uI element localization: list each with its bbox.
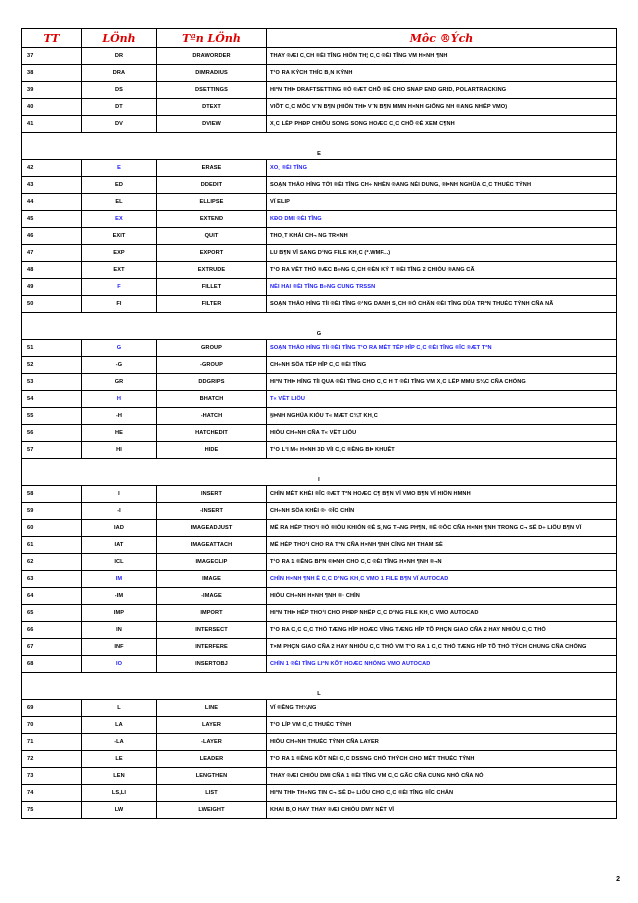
row-full-name: LENGTHEN: [157, 768, 267, 785]
table-row: [22, 588, 617, 605]
row-full-name: -INSERT: [157, 503, 267, 520]
row-full-name: IMAGEATTACH: [157, 537, 267, 554]
row-purpose: T¹O LÍP VΜ C¸C THUÉC TÝNH: [267, 717, 617, 734]
row-full-name: FILTER: [157, 296, 267, 313]
row-full-name: IMAGE: [157, 571, 267, 588]
row-command: IO: [82, 656, 157, 673]
row-number: 48: [22, 262, 82, 279]
row-command: -IM: [82, 588, 157, 605]
row-command: LEN: [82, 768, 157, 785]
table-row: [22, 768, 617, 785]
table-row: [22, 228, 617, 245]
row-full-name: LINE: [157, 700, 267, 717]
table-row: [22, 391, 617, 408]
row-number: 50: [22, 296, 82, 313]
table-row: [22, 554, 617, 571]
table-row: [22, 639, 617, 656]
row-full-name: EXTRUDE: [157, 262, 267, 279]
row-full-name: QUIT: [157, 228, 267, 245]
section-header-row: [22, 673, 617, 700]
section-letter: L: [22, 673, 617, 700]
row-full-name: DIMRADIUS: [157, 65, 267, 82]
row-purpose: X¸C LËP PHÐP CHIÕU SONG SONG HOÆC C¸C CHÕ ®É XEM C¶NH: [267, 116, 617, 133]
row-command: L: [82, 700, 157, 717]
row-command: GR: [82, 374, 157, 391]
row-number: 74: [22, 785, 82, 802]
row-purpose: CHÌN 1 ®ÈI TÎNG LIªN KÕT HOÆC NHÓNG VΜO AUTOCAD: [267, 656, 617, 673]
table-row: [22, 65, 617, 82]
row-number: 42: [22, 160, 82, 177]
row-number: 68: [22, 656, 82, 673]
command-table-page: [21, 28, 616, 819]
row-full-name: EXPORT: [157, 245, 267, 262]
command-table: [21, 28, 617, 819]
row-number: 55: [22, 408, 82, 425]
section-letter: G: [22, 313, 617, 340]
row-number: 66: [22, 622, 82, 639]
row-purpose: HIÖU CH÷NH THUÉC TÝNH CÑA LAYER: [267, 734, 617, 751]
row-number: 46: [22, 228, 82, 245]
row-full-name: INSERTOBJ: [157, 656, 267, 673]
row-full-name: -HATCH: [157, 408, 267, 425]
row-command: DRA: [82, 65, 157, 82]
row-full-name: GROUP: [157, 340, 267, 357]
table-row: [22, 357, 617, 374]
table-body: [22, 48, 617, 819]
row-purpose: T×M PHÇN GIAO CÑA 2 HAY NHIÒU C¸C THÓ VΜ T¹O RA 1 C¸C THÓ TÆNG HÎP TÕ THÓ TÝCH CHUNG CÑA CHÓNG: [267, 639, 617, 656]
table-row: [22, 194, 617, 211]
table-row: [22, 785, 617, 802]
row-purpose: MË HÉP THO¹I CHO RA TªN CÑA H×NH ¶NH CÏNG NH THAM SÈ: [267, 537, 617, 554]
row-command: DS: [82, 82, 157, 99]
row-full-name: -IMAGE: [157, 588, 267, 605]
row-command: ED: [82, 177, 157, 194]
section-header-row: [22, 313, 617, 340]
row-command: DR: [82, 48, 157, 65]
row-purpose: HIÖU CH÷NH CÑA T« VËT LIÖU: [267, 425, 617, 442]
row-purpose: MË RA HÉP THO¹I ®Ó ®IÒU KHIÓN ®É S¸NG T¬NG PH¶N, ®É ®ÔC CÑA H×NH ¶NH TRONG C¬ SË D÷ LIÖU B¶N VÏ: [267, 520, 617, 537]
table-row: [22, 211, 617, 228]
row-purpose: HIªN THÞ HÍNG TÍI QUA ®ÈI TÎNG CHO C¸C H T ®ÈI TÎNG VΜ X¸C LËP MΜU S¾C CÑA CHÓNG: [267, 374, 617, 391]
row-command: EXP: [82, 245, 157, 262]
table-row: [22, 245, 617, 262]
header-purpose: Môc ®Ých: [267, 29, 617, 48]
row-command: EXT: [82, 262, 157, 279]
row-purpose: NÈI HAI ®ÈI TÎNG B»NG CUNG TRSSN: [267, 279, 617, 296]
table-row: [22, 503, 617, 520]
row-full-name: INTERSECT: [157, 622, 267, 639]
row-command: E: [82, 160, 157, 177]
row-purpose: XO¸ ®ÈI TÎNG: [267, 160, 617, 177]
row-number: 41: [22, 116, 82, 133]
row-command: -H: [82, 408, 157, 425]
row-command: IAT: [82, 537, 157, 554]
row-purpose: HIªN THÞ TH«NG TIN C¬ SË D÷ LIÖU CHO C¸C ®ÈI TÎNG ®ÎC CHÄN: [267, 785, 617, 802]
row-number: 49: [22, 279, 82, 296]
row-purpose: SOẠN THẢO HÍNG TỚI ®ÈI TÎNG CH÷ NHÈN ®ANG NÉI DUNG, ®ÞNH NGHÜA C¸C THUÉC TÝNH: [267, 177, 617, 194]
section-header-row: [22, 459, 617, 486]
row-command: LE: [82, 751, 157, 768]
table-row: [22, 279, 617, 296]
table-row: [22, 520, 617, 537]
row-command: HE: [82, 425, 157, 442]
table-row: [22, 605, 617, 622]
row-number: 52: [22, 357, 82, 374]
row-full-name: EXTEND: [157, 211, 267, 228]
row-purpose: T¹O RA VËT THÓ ®ÆC B»NG C¸CH ®ÈN KÝ T ®ÈI TÎNG 2 CHIÒU ®ANG CÃ: [267, 262, 617, 279]
row-number: 39: [22, 82, 82, 99]
row-full-name: -LAYER: [157, 734, 267, 751]
row-full-name: DTEXT: [157, 99, 267, 116]
row-full-name: FILLET: [157, 279, 267, 296]
row-command: F: [82, 279, 157, 296]
row-purpose: T¹O L¹I M« H×NH 3D VÍI C¸C ®ÊNG BÞ KHUÊT: [267, 442, 617, 459]
row-number: 65: [22, 605, 82, 622]
row-purpose: CHÌN MÉT KHÈI ®ÎC ®ÆT TªN HOÆC C¶ B¶N VÏ VΜO B¶N VÏ HIÖN HΜNH: [267, 486, 617, 503]
row-full-name: LWEIGHT: [157, 802, 267, 819]
row-purpose: CHÌN H×NH ¶NH Ë C¸C D¹NG KH¸C VΜO 1 FILE B¶N VÏ AUTOCAD: [267, 571, 617, 588]
row-command: -LA: [82, 734, 157, 751]
row-purpose: VÏ ®ÊNG TH¼NG: [267, 700, 617, 717]
row-number: 44: [22, 194, 82, 211]
row-number: 67: [22, 639, 82, 656]
row-full-name: ELLIPSE: [157, 194, 267, 211]
row-command: LA: [82, 717, 157, 734]
row-number: 45: [22, 211, 82, 228]
row-full-name: -GROUP: [157, 357, 267, 374]
row-purpose: SOẠN THẢO HÍNG TÍI ®ÈI TÎNG ®¹NG DANH S¸CH ®Ó CHÄN ®ÈI TÎNG DÙA TRªN THUÉC TÝNH CÑA NÃ: [267, 296, 617, 313]
row-command: HI: [82, 442, 157, 459]
row-full-name: DDGRIPS: [157, 374, 267, 391]
table-row: [22, 717, 617, 734]
row-command: IMP: [82, 605, 157, 622]
table-row: [22, 571, 617, 588]
table-row: [22, 622, 617, 639]
row-purpose: T¹O RA 1 ®ÊNG BIªN ®ÞNH CHO C¸C ®ÈI TÎNG H×NH ¶NH ®¬N: [267, 554, 617, 571]
row-command: ICL: [82, 554, 157, 571]
row-number: 51: [22, 340, 82, 357]
row-purpose: SOẠN THẢO HÍNG TÍI ®ÈI TÎNG T¹O RA MÉT TËP HÎP C¸C ®ÈI TÎNG ®ÎC ®ÆT TªN: [267, 340, 617, 357]
table-row: [22, 374, 617, 391]
row-full-name: DSETTINGS: [157, 82, 267, 99]
row-command: DV: [82, 116, 157, 133]
row-full-name: IMPORT: [157, 605, 267, 622]
row-full-name: INSERT: [157, 486, 267, 503]
row-purpose: THAY ®ÆI CHIÒU DΜI CÑA 1 ®ÈI TÎNG VΜ C¸C GÃC CÑA CUNG NHỎ CÑA NÓ: [267, 768, 617, 785]
row-full-name: DVIEW: [157, 116, 267, 133]
section-header-row: [22, 133, 617, 160]
row-full-name: LIST: [157, 785, 267, 802]
row-command: -I: [82, 503, 157, 520]
table-row: [22, 486, 617, 503]
row-command: EXIT: [82, 228, 157, 245]
row-purpose: KHAI B¸O HAY THAY ®ÆI CHIÒU DΜY NÉT VÏ: [267, 802, 617, 819]
row-command: IAD: [82, 520, 157, 537]
row-command: DT: [82, 99, 157, 116]
row-number: 70: [22, 717, 82, 734]
table-row: [22, 296, 617, 313]
row-number: 56: [22, 425, 82, 442]
row-purpose: VÏ ELIP: [267, 194, 617, 211]
row-number: 53: [22, 374, 82, 391]
table-row: [22, 408, 617, 425]
row-full-name: DDEDIT: [157, 177, 267, 194]
table-row: [22, 537, 617, 554]
header-tt: TT: [22, 29, 82, 48]
table-row: [22, 262, 617, 279]
row-number: 59: [22, 503, 82, 520]
section-letter: I: [22, 459, 617, 486]
header-command: LÖnh: [82, 29, 157, 48]
header-full-name: Tªn LÖnh: [157, 29, 267, 48]
row-purpose: HIÖU CH÷NH H×NH ¶NH ®· CHÌN: [267, 588, 617, 605]
row-purpose: T¹O RA 1 ®ÊNG KÕT NÈI C¸C DSSNG CHÓ THÝCH CHO MÉT THUÉC TÝNH: [267, 751, 617, 768]
table-row: [22, 802, 617, 819]
table-row: [22, 656, 617, 673]
row-purpose: HIªN THÞ HÉP THO¹I CHO PHÐP NHËP C¸C D¹NG FILE KH¸C VΜO AUTOCAD: [267, 605, 617, 622]
row-number: 64: [22, 588, 82, 605]
row-command: -G: [82, 357, 157, 374]
row-full-name: ERASE: [157, 160, 267, 177]
row-command: I: [82, 486, 157, 503]
row-command: FI: [82, 296, 157, 313]
row-purpose: HIªN THÞ DRAFTSETTING ®Ó ®ÆT CHÕ ®É CHO SNAP END GRID, POLARTRACKING: [267, 82, 617, 99]
row-purpose: KÐO DΜI ®ÈI TÎNG: [267, 211, 617, 228]
table-row: [22, 442, 617, 459]
row-full-name: BHATCH: [157, 391, 267, 408]
row-number: 38: [22, 65, 82, 82]
table-row: [22, 734, 617, 751]
row-full-name: IMAGEADJUST: [157, 520, 267, 537]
row-number: 60: [22, 520, 82, 537]
section-letter: E: [22, 133, 617, 160]
row-purpose: T« VËT LIÖU: [267, 391, 617, 408]
table-row: [22, 340, 617, 357]
row-command: LW: [82, 802, 157, 819]
row-full-name: HIDE: [157, 442, 267, 459]
row-number: 71: [22, 734, 82, 751]
row-command: INF: [82, 639, 157, 656]
table-row: [22, 751, 617, 768]
row-number: 43: [22, 177, 82, 194]
row-number: 73: [22, 768, 82, 785]
row-command: H: [82, 391, 157, 408]
row-number: 75: [22, 802, 82, 819]
row-command: IM: [82, 571, 157, 588]
table-row: [22, 425, 617, 442]
table-row: [22, 116, 617, 133]
table-row: [22, 700, 617, 717]
row-purpose: THO¸T KHÁI CH¬ NG TR×NH: [267, 228, 617, 245]
row-purpose: VIÕT C¸C MÔC V¨N B¶N (HIÖN THÞ V¨N B¶N MΜN H×NH GIỐNG NH ®ANG NHËP VΜO): [267, 99, 617, 116]
row-number: 57: [22, 442, 82, 459]
row-purpose: T¹O RA KÝCH THÍC B¸N KÝNH: [267, 65, 617, 82]
table-row: [22, 160, 617, 177]
table-row: [22, 99, 617, 116]
row-purpose: §ÞNH NGHÜA KIÓU T« MÆT C¾T KH¸C: [267, 408, 617, 425]
row-number: 61: [22, 537, 82, 554]
row-number: 58: [22, 486, 82, 503]
row-number: 37: [22, 48, 82, 65]
row-purpose: LU B¶N VÏ SANG D¹NG FILE KH¸C (*.WMF...): [267, 245, 617, 262]
row-command: IN: [82, 622, 157, 639]
row-number: 72: [22, 751, 82, 768]
row-number: 69: [22, 700, 82, 717]
row-number: 40: [22, 99, 82, 116]
row-purpose: THAY ®ÆI C¸CH ®ÈI TÎNG HIÖN TH¦ C¸C ®ÈI TÎNG VΜ H×NH ¶NH: [267, 48, 617, 65]
row-number: 63: [22, 571, 82, 588]
row-full-name: INTERFERE: [157, 639, 267, 656]
row-full-name: LAYER: [157, 717, 267, 734]
table-row: [22, 48, 617, 65]
row-number: 54: [22, 391, 82, 408]
page-number: 2: [616, 876, 620, 883]
table-row: [22, 82, 617, 99]
row-purpose: T¹O RA C¸C C¸C THÓ TÆNG HÎP HOÆC VÏNG TÆNG HÎP TÕ PHÇN GIAO CÑA 2 HAY NHIÒU C¸C THÓ: [267, 622, 617, 639]
row-command: G: [82, 340, 157, 357]
row-full-name: HATCHEDIT: [157, 425, 267, 442]
row-command: EL: [82, 194, 157, 211]
row-full-name: DRAWORDER: [157, 48, 267, 65]
row-command: EX: [82, 211, 157, 228]
row-number: 62: [22, 554, 82, 571]
row-command: LS,LI: [82, 785, 157, 802]
table-header-row: [22, 29, 617, 48]
row-full-name: LEADER: [157, 751, 267, 768]
row-purpose: CH÷NH SÖA KHÈI ®· ®ÎC CHÌN: [267, 503, 617, 520]
table-row: [22, 177, 617, 194]
row-full-name: IMAGECLIP: [157, 554, 267, 571]
row-number: 47: [22, 245, 82, 262]
row-purpose: CH÷NH SÖA TËP HÎP C¸C ®ÈI TÎNG: [267, 357, 617, 374]
